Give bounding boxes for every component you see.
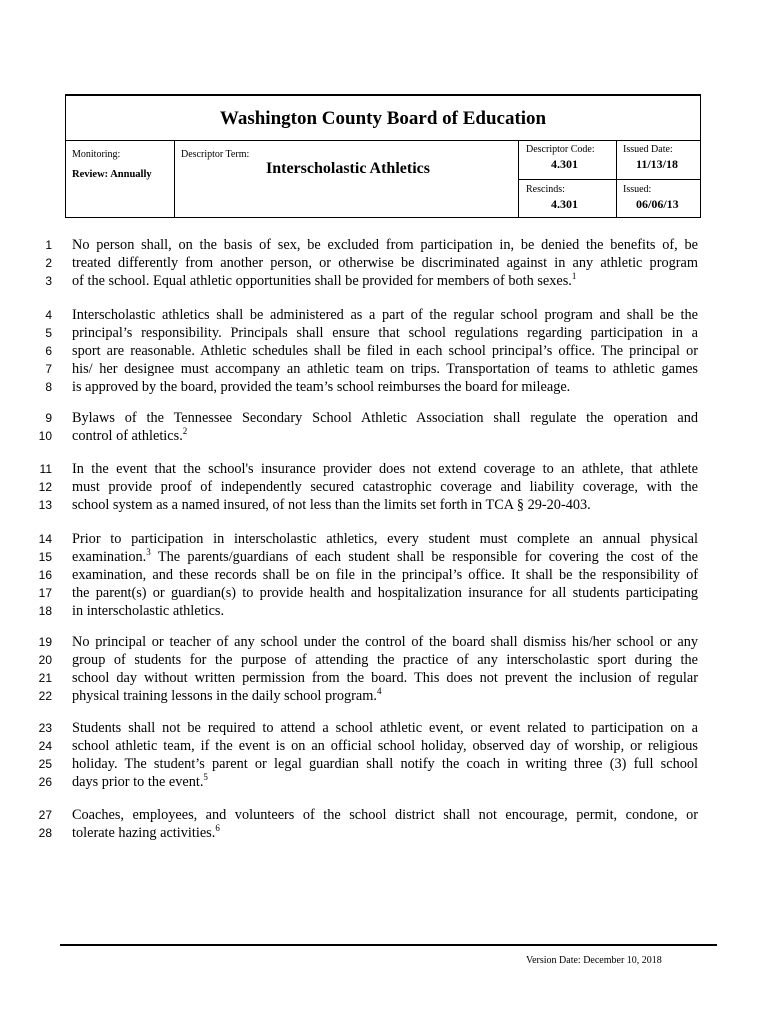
policy-line	[72, 651, 698, 669]
line-number: 24	[38, 739, 52, 753]
line-number: 28	[38, 826, 52, 840]
policy-line	[72, 254, 698, 272]
line-number: 11	[39, 462, 52, 476]
policy-line	[72, 773, 698, 791]
policy-line	[72, 409, 698, 427]
line-number: 2	[45, 256, 52, 270]
policy-line	[72, 496, 698, 514]
line-number: 3	[45, 274, 52, 288]
footnote-marker: 4	[376, 686, 382, 696]
review-frequency: Review: Annually	[72, 169, 152, 180]
line-text: school system as a named insured, of not less than the limits set forth in TCA § 29-20-403.	[72, 497, 591, 513]
policy-line	[72, 360, 698, 378]
line-number: 7	[45, 362, 52, 376]
policy-line	[72, 806, 698, 824]
line-text: control of athletics.	[72, 428, 183, 444]
line-text: physical training lessons in the daily school program.	[72, 688, 377, 704]
policy-line	[72, 548, 698, 566]
line-number: 6	[45, 344, 52, 358]
line-text: of the school. Equal athletic opportunities shall be provided for members of both sexes.	[72, 273, 572, 289]
policy-line	[72, 602, 698, 620]
line-number: 20	[38, 653, 52, 667]
policy-paragraph	[72, 409, 698, 445]
line-number: 13	[38, 498, 52, 512]
line-number: 17	[38, 586, 52, 600]
policy-line	[72, 755, 698, 773]
line-text: tolerate hazing activities.	[72, 825, 216, 841]
version-date: Version Date: December 10, 2018	[526, 955, 662, 966]
document-title: Washington County Board of Education	[66, 96, 700, 141]
policy-header-table	[65, 94, 701, 218]
line-text: days prior to the event.	[72, 774, 204, 790]
policy-line	[72, 427, 698, 445]
policy-paragraph	[72, 236, 698, 290]
policy-line	[72, 460, 698, 478]
line-number: 4	[45, 308, 52, 322]
line-text: the parent(s) or guardian(s) to provide health and hospitalization insurance for all students participating	[72, 585, 698, 601]
line-number: 18	[38, 604, 52, 618]
line-text: school day without written permission from the board. This does not prevent the inclusion of regular	[72, 670, 698, 686]
footnote-marker: 2	[182, 426, 188, 436]
policy-line	[72, 342, 698, 360]
issued-date: 11/13/18	[636, 157, 679, 171]
line-text: group of students for the purpose of attending the practice of any interscholastic sport during the	[72, 652, 698, 668]
line-number: 12	[38, 480, 52, 494]
policy-line	[72, 478, 698, 496]
footnote-marker: 6	[215, 823, 220, 833]
line-text: must provide proof of independently secured catastrophic coverage and liability coverage, with the	[72, 479, 698, 495]
line-number: 21	[38, 671, 52, 685]
policy-paragraph	[72, 806, 698, 842]
line-text: examination.	[72, 549, 147, 565]
line-text: Bylaws of the Tennessee Secondary School Athletic Association shall regulate the operation and	[72, 410, 698, 426]
line-number: 26	[38, 775, 52, 789]
policy-paragraph	[72, 633, 698, 705]
line-text: examination, and these records shall be on file in the principal’s office. It shall be the responsibility of	[72, 567, 698, 583]
line-number: 1	[45, 238, 52, 252]
footnote-marker: 1	[571, 271, 577, 281]
line-text: treated differently from another person, or otherwise be discriminated against in any athletic program	[72, 255, 698, 271]
line-number: 22	[38, 689, 52, 703]
line-text: No person shall, on the basis of sex, be excluded from participation in, be denied the benefits of, be	[72, 237, 698, 253]
line-number: 5	[45, 326, 52, 340]
policy-line	[72, 687, 698, 705]
line-text: In the event that the school's insurance provider does not extend coverage to an athlete, that athlete	[72, 461, 698, 477]
line-text: is approved by the board, provided the team’s school reimburses the board for mileage.	[72, 379, 571, 395]
policy-line	[72, 236, 698, 254]
policy-line	[72, 824, 698, 842]
rescinds-code: 4.301	[551, 197, 578, 211]
policy-line	[72, 530, 698, 548]
line-text: sport are reasonable. Athletic schedules shall be filed in each school principal’s office. The principal or	[72, 343, 698, 359]
line-text: Interscholastic athletics shall be administered as a part of the regular school program and shall be the	[72, 307, 698, 323]
line-text: in interscholastic athletics.	[72, 603, 225, 619]
issued-date-label: Issued Date:	[623, 144, 673, 155]
policy-line	[72, 272, 698, 290]
footer-rule	[60, 944, 717, 946]
rescinds-label: Rescinds:	[526, 184, 565, 195]
issued-label: Issued:	[623, 184, 652, 195]
policy-line	[72, 378, 698, 396]
header-divider	[518, 179, 700, 180]
line-text: school athletic team, if the event is on an official school holiday, observed day of worship, or religious	[72, 738, 698, 754]
line-text: holiday. The student’s parent or legal guardian shall notify the coach in writing three (3) full school	[72, 756, 698, 772]
policy-line	[72, 669, 698, 687]
policy-line	[72, 633, 698, 651]
policy-paragraph	[72, 719, 698, 791]
line-number: 23	[38, 721, 52, 735]
line-number: 14	[38, 532, 52, 546]
descriptor-code: 4.301	[551, 157, 578, 171]
policy-paragraph	[72, 306, 698, 396]
descriptor-code-label: Descriptor Code:	[526, 144, 595, 155]
policy-line	[72, 737, 698, 755]
footnote-marker: 5	[203, 772, 208, 782]
line-text-continued: The parents/guardians of each student shall be responsible for covering the cost of the	[150, 549, 698, 565]
monitoring-label: Monitoring:	[72, 149, 121, 160]
line-number: 8	[45, 380, 52, 394]
policy-line	[72, 566, 698, 584]
descriptor-term-label: Descriptor Term:	[181, 149, 250, 160]
line-text: principal’s responsibility. Principals shall ensure that school regulations regarding participation in a	[72, 325, 698, 341]
descriptor-term: Interscholastic Athletics	[266, 160, 430, 177]
policy-paragraph	[72, 530, 698, 620]
policy-line	[72, 324, 698, 342]
issued-date-previous: 06/06/13	[636, 197, 679, 211]
line-number: 9	[45, 411, 52, 425]
policy-paragraph	[72, 460, 698, 514]
line-number: 25	[38, 757, 52, 771]
line-number: 16	[38, 568, 52, 582]
policy-line	[72, 306, 698, 324]
line-text: Students shall not be required to attend a school athletic event, or event related to participation on a	[72, 720, 698, 736]
line-number: 27	[38, 808, 52, 822]
line-text: No principal or teacher of any school under the control of the board shall dismiss his/her school or any	[72, 634, 698, 650]
line-number: 19	[38, 635, 52, 649]
header-divider	[174, 140, 175, 218]
line-text: Coaches, employees, and volunteers of the school district shall not encourage, permit, condone, or	[72, 807, 698, 823]
policy-line	[72, 584, 698, 602]
line-number: 10	[38, 429, 52, 443]
line-number: 15	[38, 550, 52, 564]
line-text: Prior to participation in interscholastic athletics, every student must complete an annual physical	[72, 531, 698, 547]
policy-line	[72, 719, 698, 737]
footnote-marker: 3	[146, 547, 151, 557]
line-text: his/ her designee must accompany an athletic team on trips. Transportation of teams to athletic games	[72, 361, 698, 377]
